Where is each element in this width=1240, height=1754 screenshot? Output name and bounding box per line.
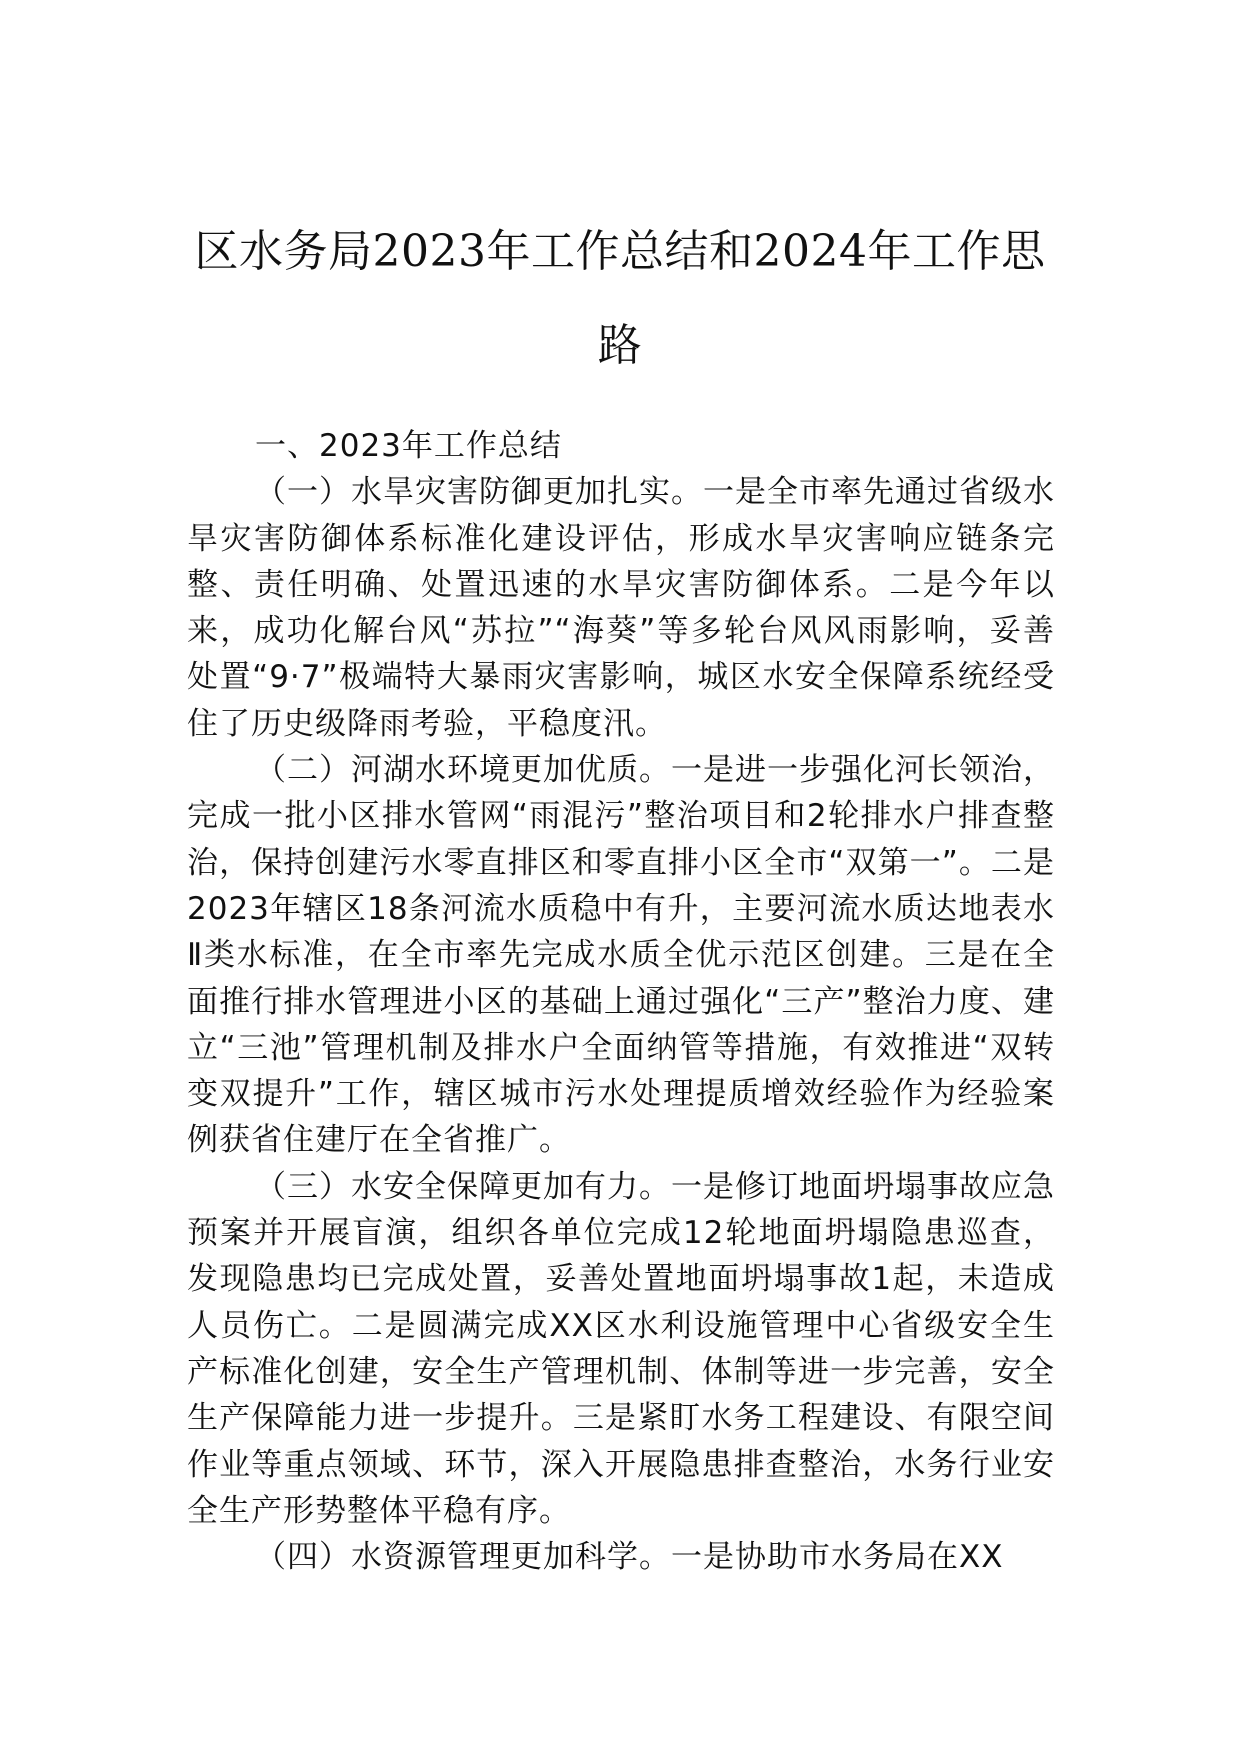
paragraph-water-resources: （四）水资源管理更加科学。一是协助市水务局在XX [255,1539,1004,1576]
document-body [187,423,1055,1580]
title-line-2: 路 [597,320,643,371]
paragraph-flood-prevention: （一）水旱灾害防御更加扎实。一是全市率先通过省级水旱灾害防御体系标准化建设评估，形成水旱灾害响应链条完整、责任明确、处置迅速的水旱灾害防御体系。二是今年以来，成功化解台风“苏拉”“海葵”等多轮台风风雨影响，妥善处置“9·7”极端特大暴雨灾害影响，城区水安全保障系统经受住了历史级降雨考验，平稳度汛。 [187,474,1055,742]
document-title [150,205,1090,393]
title-line-1: 区水务局2023年工作总结和2024年工作思 [194,226,1046,277]
paragraph-water-safety: （三）水安全保障更加有力。一是修订地面坍塌事故应急预案并开展盲演，组织各单位完成12轮地面坍塌隐患巡查，发现隐患均已完成处置，妥善处置地面坍塌事故1起，未造成人员伤亡。二是圆满完成XX区水利设施管理中心省级安全生产标准化创建，安全生产管理机制、体制等进一步完善，安全生产保障能力进一步提升。三是紧盯水务工程建设、有限空间作业等重点领域、环节，深入开展隐患排查整治，水务行业安全生产形势整体平稳有序。 [187,1168,1055,1529]
section-heading: 一、2023年工作总结 [255,428,562,464]
paragraph-water-environment: （二）河湖水环境更加优质。一是进一步强化河长领治，完成一批小区排水管网“雨混污”整治项目和2轮排水户排查整治，保持创建污水零直排区和零直排小区全市“双第一”。二是2023年辖区18条河流水质稳中有升，主要河流水质达地表水Ⅱ类水标准，在全市率先完成水质全优示范区创建。三是在全面推行排水管理进小区的基础上通过强化“三产”整治力度、建立“三池”管理机制及排水户全面纳管等措施，有效推进“双转变双提升”工作，辖区城市污水处理提质增效经验作为经验案例获省住建厅在全省推广。 [187,752,1055,1159]
